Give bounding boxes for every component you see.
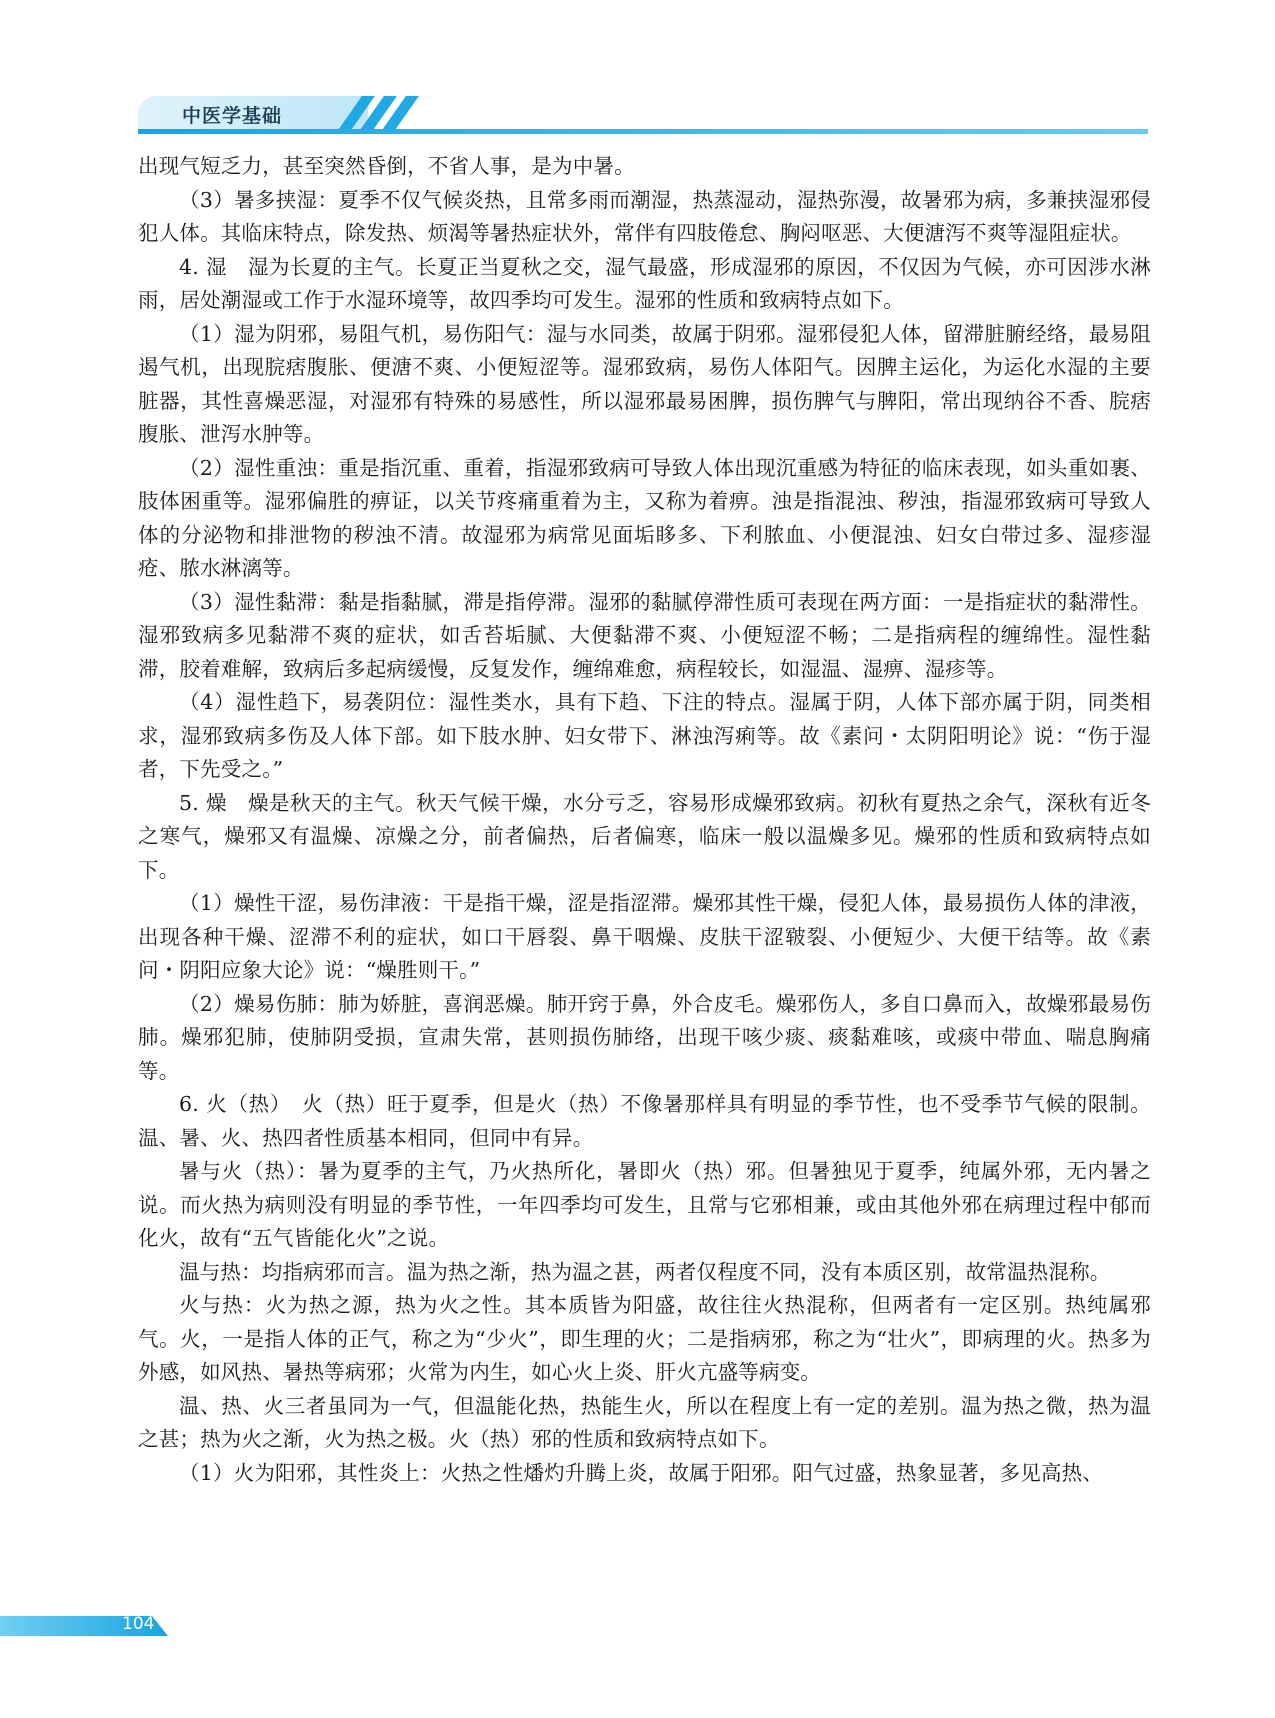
paragraph: 暑与火（热）：暑为夏季的主气，乃火热所化，暑即火（热）邪。但暑独见于夏季，纯属外邪，无内暑之说。而火热为病则没有明显的季节性，一年四季均可发生，且常与它邪相兼，或由其他外邪在病理过程中郁而化火，故有“五气皆能化火”之说。 <box>138 1159 1151 1250</box>
paragraph: 温、热、火三者虽同为一气，但温能化热，热能生火，所以在程度上有一定的差别。温为热之微，热为温之甚；热为火之渐，火为热之极。火（热）邪的性质和致病特点如下。 <box>138 1393 1151 1451</box>
section-heading-paragraph: 5. 燥 燥是秋天的主气。秋天气候干燥，水分亏乏，容易形成燥邪致病。初秋有夏热之余气，深秋有近冬之寒气，燥邪又有温燥、凉燥之分，前者偏热，后者偏寒，临床一般以温燥多见。燥邪的性质和致病特点如下。 <box>138 790 1151 882</box>
header-rule <box>138 129 1148 134</box>
section-heading-paragraph: 4. 湿 湿为长夏的主气。长夏正当夏秋之交，湿气最盛，形成湿邪的原因，不仅因为气候，亦可因涉水淋雨，居处潮湿或工作于水湿环境等，故四季均可发生。湿邪的性质和致病特点如下。 <box>138 254 1151 312</box>
paragraph: （2）燥易伤肺：肺为娇脏，喜润恶燥。肺开窍于鼻，外合皮毛。燥邪伤人，多自口鼻而入，故燥邪最易伤肺。燥邪犯肺，使肺阴受损，宣肃失常，甚则损伤肺络，出现干咳少痰、痰黏难咳，或痰中带血、喘息胸痛等。 <box>138 991 1151 1083</box>
book-title: 中医学基础 <box>182 105 283 127</box>
page-number: 104 <box>122 1614 155 1634</box>
paragraph: 温与热：均指病邪而言。温为热之渐，热为温之甚，两者仅程度不同，没有本质区别，故常温热混称。 <box>179 1259 1111 1284</box>
paragraph: （1）燥性干涩，易伤津液：干是指干燥，涩是指涩滞。燥邪其性干燥，侵犯人体，最易损伤人体的津液，出现各种干燥、涩滞不利的症状，如口干唇裂、鼻干咽燥、皮肤干涩皲裂、小便短少、大便干结等。故《素问・阴阳应象大论》说：“燥胜则干。” <box>138 891 1151 982</box>
paragraph: （1）火为阳邪，其性炎上：火热之性燔灼升腾上炎，故属于阳邪。阳气过盛，热象显著，多见高热、 <box>179 1460 1104 1485</box>
paragraph: （2）湿性重浊：重是指沉重、重着，指湿邪致病可导致人体出现沉重感为特征的临床表现，如头重如裹、肢体困重等。湿邪偏胜的痹证，以关节疼痛重着为主，又称为着痹。浊是指混浊、秽浊，指湿邪致病可导致人体的分泌物和排泄物的秽浊不清。故湿邪为病常见面垢眵多、下利脓血、小便混浊、妇女白带过多、湿疹湿疮、脓水淋漓等。 <box>138 455 1151 580</box>
paragraph: 出现气短乏力，甚至突然昏倒，不省人事，是为中暑。 <box>138 154 635 178</box>
page-header <box>138 96 1148 134</box>
paragraph: 火与热：火为热之源，热为火之性。其本质皆为阳盛，故往往火热混称，但两者有一定区别。热纯属邪气。火，一是指人体的正气，称之为“少火”，即生理的火；二是指病邪，称之为“壮火”，即病理的火。热多为外感，如风热、暑热等病邪；火常为内生，如心火上炎、肝火亢盛等病变。 <box>138 1293 1151 1384</box>
section-heading-paragraph: 6. 火（热） 火（热）旺于夏季，但是火（热）不像暑那样具有明显的季节性，也不受季节气候的限制。温、暑、火、热四者性质基本相同，但同中有异。 <box>138 1092 1151 1150</box>
paragraph: （1）湿为阴邪，易阻气机，易伤阳气：湿与水同类，故属于阴邪。湿邪侵犯人体，留滞脏腑经络，最易阻遏气机，出现脘痞腹胀、便溏不爽、小便短涩等。湿邪致病，易伤人体阳气。因脾主运化，为运化水湿的主要脏器，其性喜燥恶湿，对湿邪有特殊的易感性，所以湿邪最易困脾，损伤脾气与脾阳，常出现纳谷不香、脘痞腹胀、泄泻水肿等。 <box>138 321 1151 446</box>
paragraph: （4）湿性趋下，易袭阴位：湿性类水，具有下趋、下注的特点。湿属于阴，人体下部亦属于阴，同类相求，湿邪致病多伤及人体下部。如下肢水肿、妇女带下、淋浊泻痢等。故《素问・太阴阳明论》说：“伤于湿者，下先受之。” <box>138 690 1151 781</box>
paragraph: （3）暑多挟湿：夏季不仅气候炎热，且常多雨而潮湿，热蒸湿动，湿热弥漫，故暑邪为病，多兼挟湿邪侵犯人体。其临床特点，除发热、烦渴等暑热症状外，常伴有四肢倦怠、胸闷呕恶、大便溏泻不爽等湿阻症状。 <box>138 187 1151 245</box>
page-body <box>138 150 1151 1490</box>
paragraph: （3）湿性黏滞：黏是指黏腻，滞是指停滞。湿邪的黏腻停滞性质可表现在两方面：一是指症状的黏滞性。湿邪致病多见黏滞不爽的症状，如舌苔垢腻、大便黏滞不爽、小便短涩不畅；二是指病程的缠绵性。湿性黏滞，胶着难解，致病后多起病缓慢，反复发作，缠绵难愈，病程较长，如湿温、湿痹、湿疹等。 <box>138 589 1151 681</box>
header-decoration-stripes <box>338 96 538 130</box>
